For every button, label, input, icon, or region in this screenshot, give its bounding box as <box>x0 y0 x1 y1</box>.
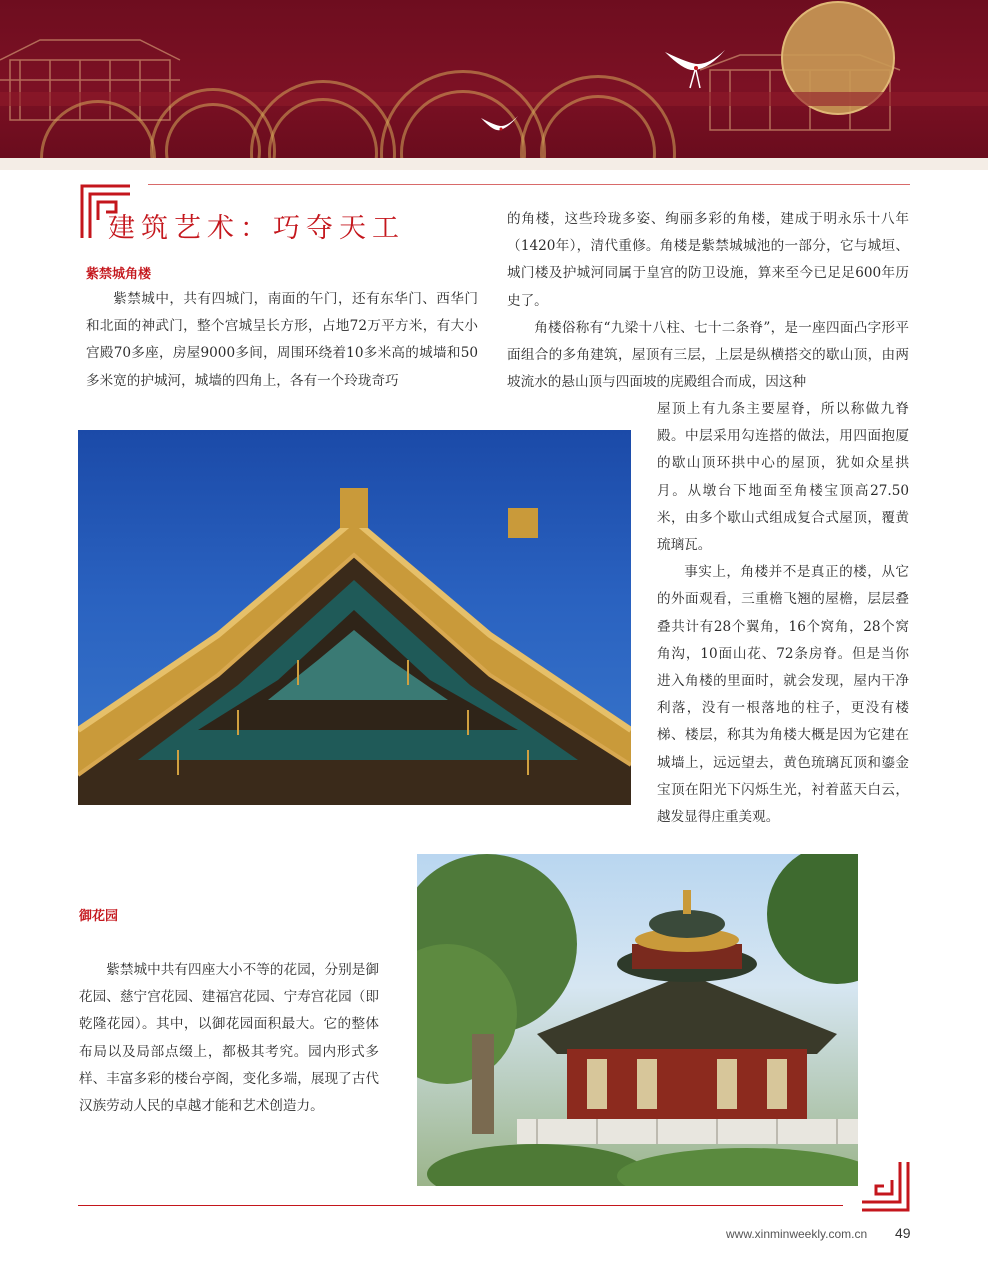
paragraph: 屋顶上有九条主要屋脊，所以称做九脊殿。中层采用勾连搭的做法，用四面抱厦的歇山顶环拱中心的屋顶，犹如众星拱月。从墩台下地面至角楼宝顶高27.50米，由多个歇山式组成复合式屋顶，覆黄琉璃瓦。 <box>657 401 909 554</box>
corner-tower-photo <box>78 430 631 805</box>
footer-url: www.xinminweekly.com.cn <box>726 1227 868 1241</box>
crane-icon <box>660 42 730 92</box>
subheading-imperial-garden: 御花园 <box>79 909 119 924</box>
paragraph: 的角楼，这些玲珑多姿、绚丽多彩的角楼，建成于明永乐十八年（1420年），清代重修。角楼是紫禁城城池的一部分，它与城垣、城门楼及护城河同属于皇宫的防卫设施，算来至今已足足600年历史了。 <box>507 211 909 309</box>
body-text-garden <box>79 957 379 1120</box>
crane-icon <box>478 112 522 144</box>
title-rule <box>148 184 910 185</box>
body-text-left <box>86 286 478 395</box>
banner-divider <box>0 158 988 170</box>
pavilion-illustration <box>417 854 858 1186</box>
paragraph: 紫禁城中共有四座大小不等的花园，分别是御花园、慈宁宫花园、建福宫花园、宁寿宫花园（即乾隆花园）。其中，以御花园面积最大。它的整体布局以及局部点缀上，都极其考究。园内形式多样、丰富多彩的楼台亭阁，变化多端，展现了古代汉族劳动人民的卓越才能和艺术创造力。 <box>79 962 379 1115</box>
body-text-right-top <box>507 206 909 396</box>
imperial-garden-pavilion-photo <box>417 854 858 1186</box>
header-banner <box>0 0 988 158</box>
footer-rule <box>78 1205 843 1206</box>
paragraph: 事实上，角楼并不是真正的楼，从它的外面观看，三重檐飞翘的屋檐，层层叠叠共计有28个翼角，16个窝角，28个窝角沟，10面山花、72条房脊。但是当你进入角楼的里面时，就会发现，屋内干净利落，没有一根落地的柱子，更没有楼梯、楼层，称其为角楼大概是因为它建在城墙上，远远望去，黄色琉璃瓦顶和鎏金宝顶在阳光下闪烁生光，衬着蓝天白云，越发显得庄重美观。 <box>657 564 909 826</box>
section-title: 建筑艺术：巧夺天工 <box>108 213 405 244</box>
corner-tower-roof-illustration <box>78 430 631 805</box>
corner-ornament-bottom-right <box>858 1160 914 1216</box>
paragraph: 角楼俗称有“九梁十八柱、七十二条脊”，是一座四面凸字形平面组合的多角建筑，屋顶有三层，上层是纵横搭交的歇山顶，由两坡流水的悬山顶与四面坡的庑殿组合而成，因这种 <box>507 319 909 391</box>
paragraph: 紫禁城中，共有四城门，南面的午门，还有东华门、西华门和北面的神武门，整个宫城呈长方形，占地72万平方米，有大小宫殿70多座，房屋9000多间，周围环绕着10多米高的城墙和50多米宽的护城河，城墙的四角上，各有一个玲珑奇巧 <box>86 291 478 389</box>
body-text-right-narrow <box>657 396 909 831</box>
subheading-corner-tower: 紫禁城角楼 <box>86 267 152 282</box>
page-number: 49 <box>895 1225 911 1241</box>
